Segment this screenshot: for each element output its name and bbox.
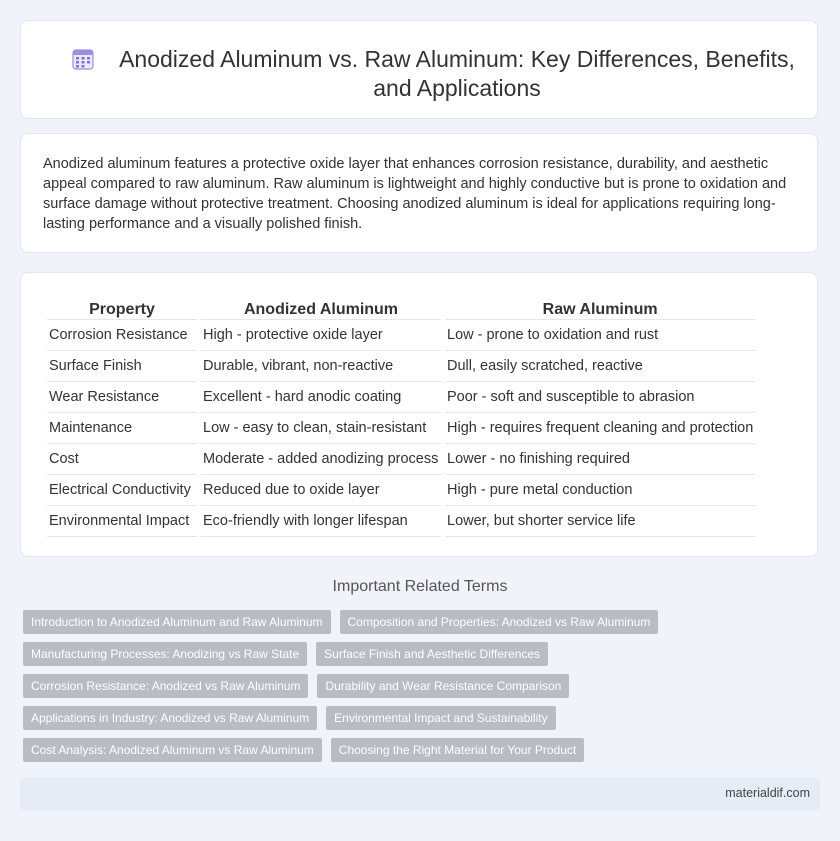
term-tag[interactable]: Choosing the Right Material for Your Product — [331, 738, 584, 762]
cell-property: Electrical Conductivity — [47, 475, 197, 506]
cell-property: Maintenance — [47, 413, 197, 444]
table-row — [47, 506, 755, 537]
table-row — [47, 320, 755, 351]
intro-card — [20, 133, 818, 253]
footer — [20, 777, 820, 810]
term-tag[interactable]: Cost Analysis: Anodized Aluminum vs Raw Aluminum — [23, 738, 322, 762]
term-tag[interactable]: Manufacturing Processes: Anodizing vs Raw State — [23, 642, 307, 666]
related-terms-list — [23, 610, 813, 770]
title-card — [20, 20, 818, 119]
term-tag[interactable]: Applications in Industry: Anodized vs Raw Aluminum — [23, 706, 317, 730]
cell-anodized: Reduced due to oxide layer — [201, 475, 441, 506]
related-terms-heading: Important Related Terms — [332, 578, 508, 595]
table-row — [47, 382, 755, 413]
site-name[interactable]: materialdif.com — [725, 786, 810, 800]
table-row — [47, 444, 755, 475]
table-row — [47, 413, 755, 444]
cell-anodized: Low - easy to clean, stain-resistant — [201, 413, 441, 444]
cell-raw: Lower, but shorter service life — [445, 506, 755, 537]
term-tag[interactable]: Surface Finish and Aesthetic Differences — [316, 642, 548, 666]
term-tag[interactable]: Corrosion Resistance: Anodized vs Raw Aluminum — [23, 674, 308, 698]
comparison-table — [43, 295, 759, 537]
cell-property: Corrosion Resistance — [47, 320, 197, 351]
table-row — [47, 475, 755, 506]
header-anodized: Anodized Aluminum — [201, 295, 441, 320]
header-raw: Raw Aluminum — [445, 295, 755, 320]
term-tag[interactable]: Durability and Wear Resistance Comparison — [317, 674, 569, 698]
term-tag[interactable]: Introduction to Anodized Aluminum and Raw Aluminum — [23, 610, 331, 634]
header-property: Property — [47, 295, 197, 320]
cell-property: Wear Resistance — [47, 382, 197, 413]
cell-anodized: Excellent - hard anodic coating — [201, 382, 441, 413]
cell-property: Cost — [47, 444, 197, 475]
term-tag[interactable]: Composition and Properties: Anodized vs Raw Aluminum — [340, 610, 659, 634]
cell-raw: Poor - soft and susceptible to abrasion — [445, 382, 755, 413]
cell-property: Surface Finish — [47, 351, 197, 382]
intro-paragraph: Anodized aluminum features a protective oxide layer that enhances corrosion resistance, durability, and aesthetic appeal compared to raw aluminum. Raw aluminum is lightweight and highly conductive but is prone to oxidation and surface damage without protective treatment. Choosing anodized aluminum is ideal for applications requiring long-lasting performance and a visually polished finish. — [43, 156, 787, 232]
table-row — [47, 351, 755, 382]
comparison-card — [20, 272, 818, 557]
cell-anodized: Eco-friendly with longer lifespan — [201, 506, 441, 537]
calendar-icon — [71, 47, 95, 71]
page-title: Anodized Aluminum vs. Raw Aluminum: Key Differences, Benefits, and Applications — [119, 46, 795, 101]
term-tag[interactable]: Environmental Impact and Sustainability — [326, 706, 555, 730]
cell-raw: Low - prone to oxidation and rust — [445, 320, 755, 351]
cell-anodized: High - protective oxide layer — [201, 320, 441, 351]
cell-anodized: Moderate - added anodizing process — [201, 444, 441, 475]
cell-raw: Lower - no finishing required — [445, 444, 755, 475]
cell-raw: High - requires frequent cleaning and protection — [445, 413, 755, 444]
cell-raw: High - pure metal conduction — [445, 475, 755, 506]
cell-raw: Dull, easily scratched, reactive — [445, 351, 755, 382]
cell-property: Environmental Impact — [47, 506, 197, 537]
table-header-row — [47, 295, 755, 320]
cell-anodized: Durable, vibrant, non-reactive — [201, 351, 441, 382]
